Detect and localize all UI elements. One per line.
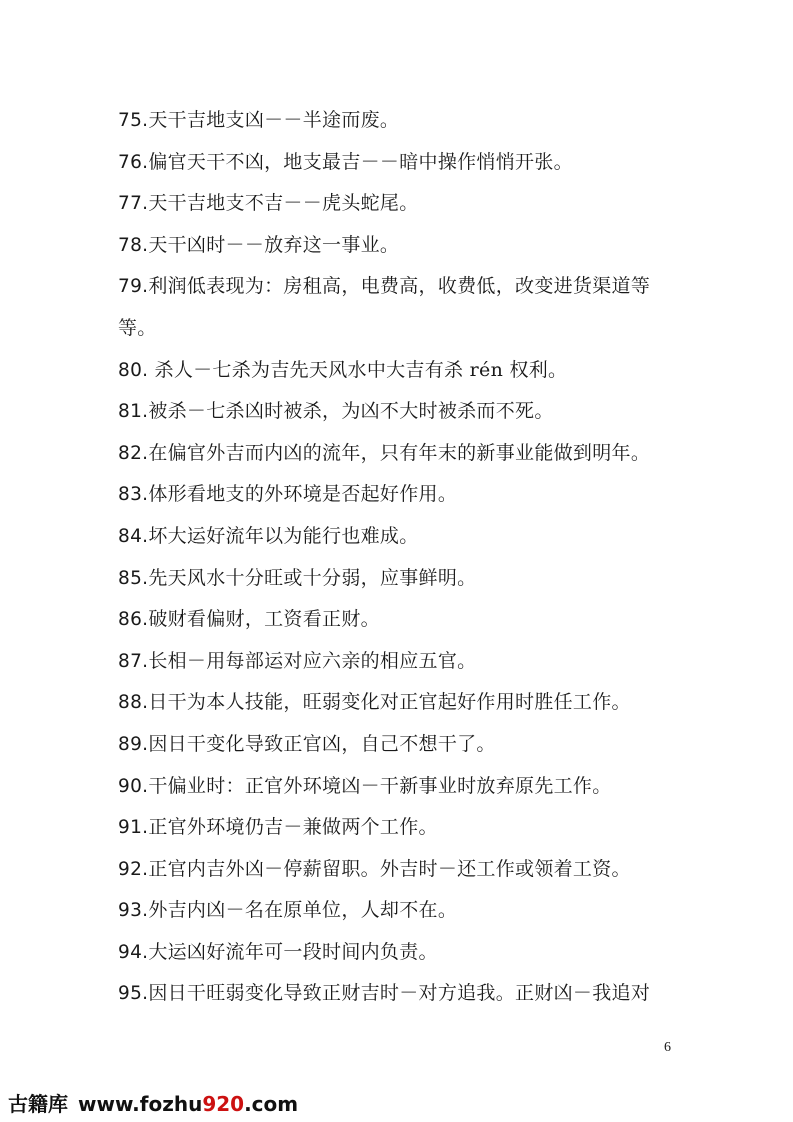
item-number: 92. (118, 858, 149, 880)
item-text: 天干凶时－－放弃这一事业。 (148, 233, 400, 256)
item-number: 78. (118, 234, 149, 256)
site-footer-link[interactable] (8, 1088, 298, 1117)
item-text: 在偏官外吉而内凶的流年，只有年末的新事业能做到明年。 (148, 441, 651, 464)
text-line (118, 350, 678, 392)
item-number: 85. (118, 567, 149, 589)
item-text: 体形看地支的外环境是否起好作用。 (148, 483, 458, 506)
item-number: 75. (118, 110, 149, 131)
item-number: 88. (118, 692, 149, 714)
text-line (118, 308, 678, 350)
page-number: 6 (664, 1040, 671, 1055)
site-url-suffix: .com (244, 1092, 299, 1116)
text-line (118, 100, 678, 142)
text-line (118, 391, 678, 433)
text-line (118, 849, 678, 891)
item-text: 利润低表现为：房租高，电费高，收费低，改变进货渠道等 (148, 275, 651, 298)
item-text: 正官外环境仍吉－兼做两个工作。 (148, 816, 438, 839)
text-line (118, 766, 678, 808)
text-line (118, 142, 678, 184)
item-text: 天干吉地支凶－－半途而废。 (148, 109, 400, 131)
text-line (118, 682, 678, 724)
item-text: 外吉内凶－名在原单位，人却不在。 (148, 899, 458, 922)
item-text: 先天风水十分旺或十分弱，应事鲜明。 (148, 566, 477, 589)
item-text: 杀人－七杀为吉先天风水中大吉有杀 rén 权利。 (154, 358, 568, 381)
item-number: 76. (118, 151, 149, 173)
item-number: 82. (118, 442, 149, 464)
item-number: 89. (118, 733, 149, 755)
item-number: 95. (118, 983, 149, 1005)
item-number: 79. (118, 276, 149, 298)
text-line (118, 266, 678, 308)
item-number: 84. (118, 525, 149, 547)
text-line (118, 225, 678, 267)
item-text: 大运凶好流年可一段时间内负责。 (148, 940, 438, 963)
item-text: 偏官天干不凶，地支最吉－－暗中操作悄悄开张。 (148, 150, 573, 173)
text-line (118, 932, 678, 974)
text-line (118, 516, 678, 558)
text-line (118, 807, 678, 849)
item-number: 77. (118, 193, 149, 215)
item-text: 破财看偏财，工资看正财。 (148, 608, 380, 631)
item-number: 87. (118, 650, 149, 672)
site-name: 古籍库 (8, 1092, 68, 1116)
item-number: 81. (118, 401, 149, 423)
text-line (118, 973, 678, 1015)
text-line (118, 890, 678, 932)
item-number: 83. (118, 484, 149, 506)
item-text: 长相－用每部运对应六亲的相应五官。 (148, 649, 477, 672)
item-text: 等。 (118, 316, 157, 339)
item-number: 94. (118, 941, 149, 963)
text-line (118, 558, 678, 600)
text-line (118, 183, 678, 225)
item-number: 91. (118, 817, 149, 839)
item-text: 正官内吉外凶－停薪留职。外吉时－还工作或领着工资。 (148, 857, 631, 880)
site-url-accent: 920 (202, 1092, 245, 1116)
item-text: 天干吉地支不吉－－虎头蛇尾。 (148, 192, 419, 215)
site-url-prefix: www.fozhu (78, 1092, 203, 1116)
text-line (118, 599, 678, 641)
item-number: 80. (118, 359, 155, 381)
item-text: 因日干变化导致正官凶，自己不想干了。 (148, 732, 496, 755)
item-number: 90. (118, 775, 149, 797)
item-number: 93. (118, 900, 149, 922)
text-line (118, 474, 678, 516)
item-text: 被杀－七杀凶时被杀，为凶不大时被杀而不死。 (148, 400, 554, 423)
text-line (118, 724, 678, 766)
text-line (118, 641, 678, 683)
item-text: 坏大运好流年以为能行也难成。 (148, 524, 419, 547)
text-body (118, 100, 678, 1015)
item-text: 干偏业时：正官外环境凶－干新事业时放弃原先工作。 (148, 774, 612, 797)
item-number: 86. (118, 609, 149, 631)
text-line (118, 433, 678, 475)
item-text: 日干为本人技能，旺弱变化对正官起好作用时胜任工作。 (148, 691, 631, 714)
item-text: 因日干旺弱变化导致正财吉时－对方追我。正财凶－我追对 (148, 982, 651, 1005)
